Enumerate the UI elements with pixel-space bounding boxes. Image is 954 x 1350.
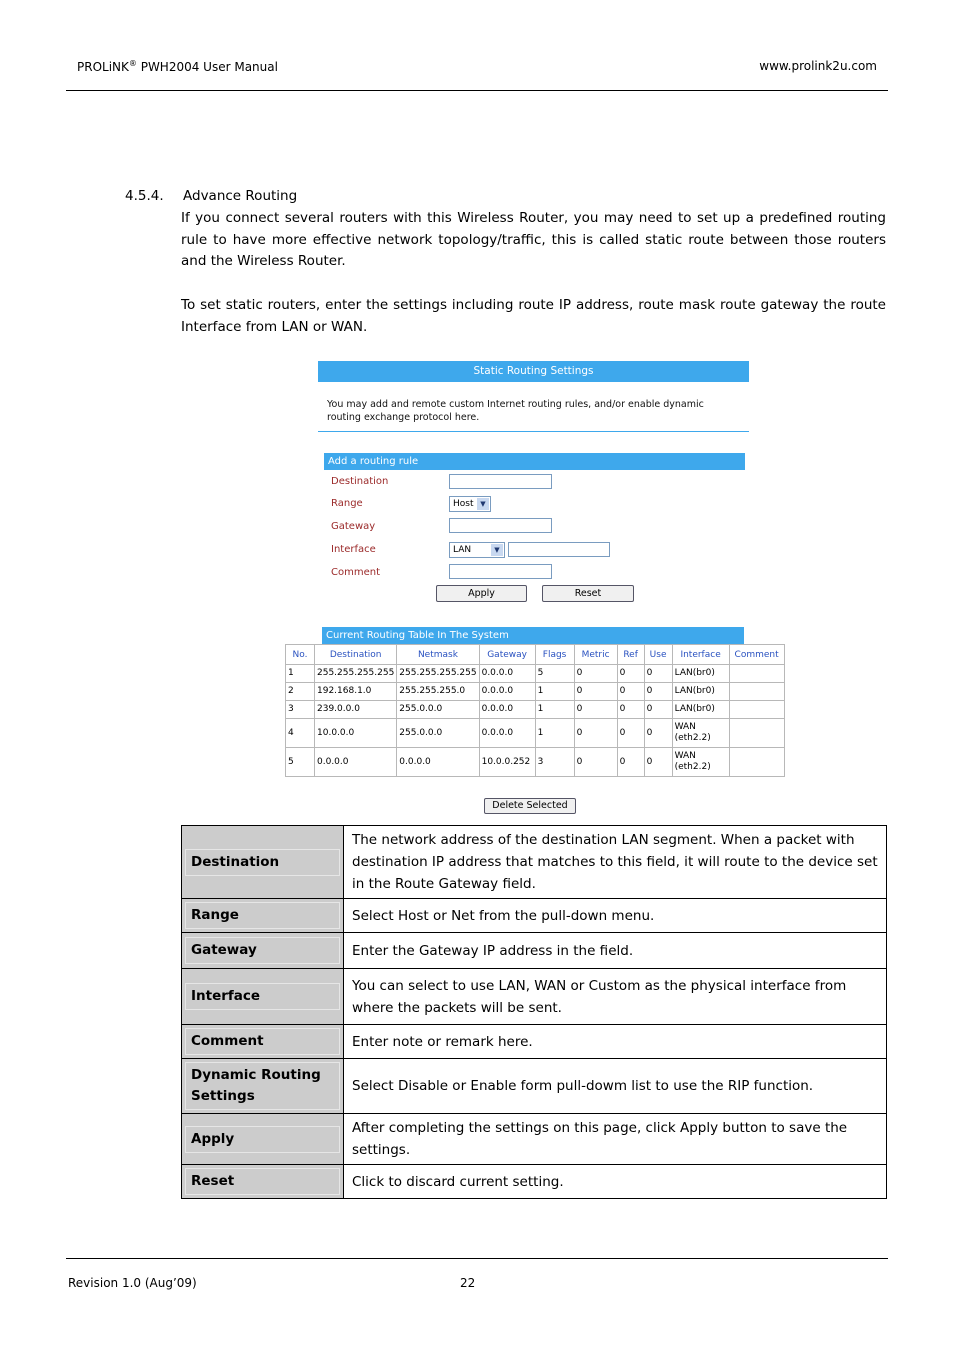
table-cell: 0 <box>617 748 644 777</box>
table-cell: 0.0.0.0 <box>479 719 535 748</box>
page-number: 22 <box>460 1276 476 1290</box>
chevron-down-icon: ▼ <box>491 544 503 556</box>
table-cell: 0 <box>617 665 644 683</box>
table-cell: LAN(br0) <box>672 683 729 701</box>
description-key: Gateway <box>185 937 340 964</box>
description-value: You can select to use LAN, WAN or Custom as the physical interface from where the packets will be sent. <box>344 969 887 1025</box>
description-key: Apply <box>185 1126 340 1153</box>
description-key-cell <box>182 969 344 1025</box>
interface-label: Interface <box>331 544 376 555</box>
destination-label: Destination <box>331 476 389 487</box>
table-cell: 1 <box>286 665 315 683</box>
table-cell: LAN(br0) <box>672 665 729 683</box>
table-cell: 0.0.0.0 <box>315 748 397 777</box>
table-cell: 5 <box>535 665 574 683</box>
table-cell: 255.255.255.0 <box>397 683 479 701</box>
table-cell: 0.0.0.0 <box>479 665 535 683</box>
routing-table-header <box>286 645 785 665</box>
table-cell: 239.0.0.0 <box>315 701 397 719</box>
table-cell: 0 <box>644 719 672 748</box>
static-routing-title-bar: Static Routing Settings <box>318 361 749 382</box>
column-header: Flags <box>535 645 574 665</box>
column-header: Netmask <box>397 645 479 665</box>
description-row <box>182 1059 887 1114</box>
table-cell: 0 <box>644 665 672 683</box>
description-row <box>182 826 887 899</box>
table-cell: 3 <box>286 701 315 719</box>
table-cell: 255.0.0.0 <box>397 719 479 748</box>
custom-interface-input[interactable] <box>508 542 610 557</box>
table-cell: LAN(br0) <box>672 701 729 719</box>
description-row <box>182 1165 887 1199</box>
table-cell: 0.0.0.0 <box>479 683 535 701</box>
website-link[interactable]: www.prolink2u.com <box>759 59 877 73</box>
table-cell: 10.0.0.0 <box>315 719 397 748</box>
description-key: Reset <box>185 1168 340 1195</box>
revision-text: Revision 1.0 (Aug’09) <box>68 1276 197 1290</box>
description-row <box>182 899 887 933</box>
table-cell: 255.0.0.0 <box>397 701 479 719</box>
description-key-cell <box>182 1059 344 1114</box>
table-cell: 4 <box>286 719 315 748</box>
description-value: After completing the settings on this page, click Apply button to save the settings. <box>344 1114 887 1165</box>
table-cell: 0 <box>617 719 644 748</box>
table-cell <box>729 719 784 748</box>
table-cell: WAN (eth2.2) <box>672 748 729 777</box>
table-cell: 0 <box>644 701 672 719</box>
table-cell: 0 <box>574 683 617 701</box>
table-row[interactable] <box>286 719 785 748</box>
description-value: Enter note or remark here. <box>344 1025 887 1059</box>
table-row[interactable] <box>286 748 785 777</box>
routing-intro-text: You may add and remote custom Internet routing rules, and/or enable dynamic routing exchange protocol here. <box>327 399 704 423</box>
table-cell: 10.0.0.252 <box>479 748 535 777</box>
description-key: Interface <box>185 983 340 1010</box>
field-description-table <box>181 825 887 1199</box>
routing-table <box>285 644 785 777</box>
add-rule-title-bar: Add a routing rule <box>324 453 745 470</box>
table-cell: 255.255.255.255 <box>397 665 479 683</box>
comment-input[interactable] <box>449 564 552 579</box>
description-key-cell <box>182 1025 344 1059</box>
table-cell: 0.0.0.0 <box>479 701 535 719</box>
section-number: 4.5.4. <box>125 188 164 204</box>
column-header: Use <box>644 645 672 665</box>
column-header: Metric <box>574 645 617 665</box>
comment-label: Comment <box>331 567 380 578</box>
table-cell: 0 <box>644 683 672 701</box>
table-cell: 0 <box>617 683 644 701</box>
description-key: Range <box>185 902 340 929</box>
routing-table-title-bar: Current Routing Table In The System <box>322 627 744 644</box>
description-key-cell <box>182 933 344 969</box>
column-header: Destination <box>315 645 397 665</box>
column-header: Comment <box>729 645 784 665</box>
table-cell: 192.168.1.0 <box>315 683 397 701</box>
table-cell: 0 <box>617 701 644 719</box>
interface-select[interactable]: LAN ▼ <box>449 542 505 558</box>
table-cell: 0.0.0.0 <box>397 748 479 777</box>
table-cell: 255.255.255.255 <box>315 665 397 683</box>
intro-paragraph: If you connect several routers with this Wireless Router, you may need to set up a predefined routing rule to have more effective network topology/traffic, this is called static route between those routers and the Wireless Router. <box>181 210 886 269</box>
description-key: Dynamic Routing Settings <box>185 1062 340 1110</box>
description-key-cell <box>182 1165 344 1199</box>
table-cell <box>729 748 784 777</box>
table-cell: 1 <box>535 701 574 719</box>
page-header <box>66 58 888 91</box>
apply-button[interactable]: Apply <box>436 585 527 602</box>
reset-button[interactable]: Reset <box>542 585 634 602</box>
column-header: Gateway <box>479 645 535 665</box>
table-cell: 1 <box>535 683 574 701</box>
description-key-cell <box>182 1114 344 1165</box>
table-cell: WAN (eth2.2) <box>672 719 729 748</box>
delete-selected-button[interactable]: Delete Selected <box>484 798 576 814</box>
table-cell: 3 <box>535 748 574 777</box>
description-key-cell <box>182 826 344 899</box>
table-cell <box>729 701 784 719</box>
description-value: Select Host or Net from the pull-down menu. <box>344 899 887 933</box>
table-cell: 1 <box>535 719 574 748</box>
table-cell: 0 <box>644 748 672 777</box>
gateway-input[interactable] <box>449 518 552 533</box>
table-cell <box>729 665 784 683</box>
page-footer <box>66 1258 888 1290</box>
description-key-cell <box>182 899 344 933</box>
description-value: Select Disable or Enable form pull-dowm list to use the RIP function. <box>344 1059 887 1114</box>
table-cell: 2 <box>286 683 315 701</box>
table-cell: 5 <box>286 748 315 777</box>
description-key: Comment <box>185 1028 340 1055</box>
description-value: Enter the Gateway IP address in the field. <box>344 933 887 969</box>
table-row[interactable] <box>286 701 785 719</box>
table-cell: 0 <box>574 701 617 719</box>
description-row <box>182 933 887 969</box>
divider <box>318 431 749 432</box>
destination-input[interactable] <box>449 474 552 489</box>
table-cell: 0 <box>574 748 617 777</box>
description-value: Click to discard current setting. <box>344 1165 887 1199</box>
description-row <box>182 969 887 1025</box>
table-row[interactable] <box>286 665 785 683</box>
range-label: Range <box>331 498 363 509</box>
column-header: Interface <box>672 645 729 665</box>
chevron-down-icon: ▼ <box>477 498 489 510</box>
table-row[interactable] <box>286 683 785 701</box>
table-cell <box>729 683 784 701</box>
gateway-label: Gateway <box>331 521 376 532</box>
column-header: No. <box>286 645 315 665</box>
section-title: Advance Routing <box>183 188 298 204</box>
section-heading <box>125 188 297 204</box>
description-value: The network address of the destination LAN segment. When a packet with destination IP address that matches to this field, it will route to the device set in the Route Gateway field. <box>344 826 887 899</box>
table-cell: 0 <box>574 665 617 683</box>
manual-title: PROLiNK® PWH2004 User Manual <box>77 59 278 74</box>
description-row <box>182 1025 887 1059</box>
table-cell: 0 <box>574 719 617 748</box>
column-header: Ref <box>617 645 644 665</box>
description-row <box>182 1114 887 1165</box>
static-route-paragraph: To set static routers, enter the settings including route IP address, route mask route gateway the route Interface from LAN or WAN. <box>181 297 886 335</box>
description-key: Destination <box>185 849 340 876</box>
range-select[interactable]: Host ▼ <box>449 496 491 512</box>
